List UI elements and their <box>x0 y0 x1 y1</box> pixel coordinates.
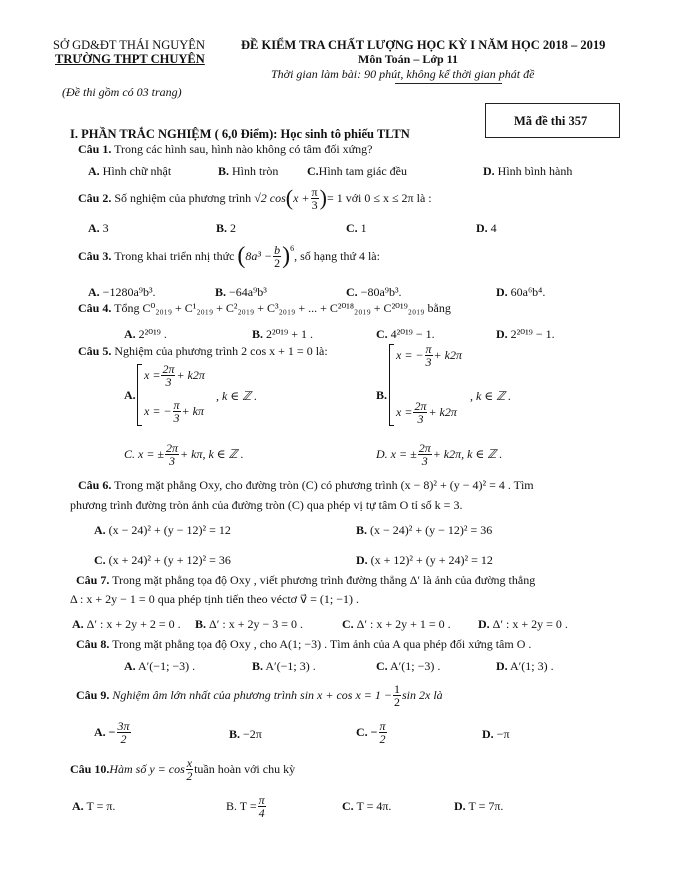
q5-b-line2 <box>396 400 457 425</box>
question-text: Trong mặt phẳng Oxy, cho đường tròn (C) có phương trình (x − 8)² + (y − 4)² = 4 . Tìm <box>114 478 534 492</box>
question-7-cont: Δ : x + 2y − 1 = 0 qua phép tịnh tiến theo véctơ v⃗ = (1; −1) . <box>70 592 359 606</box>
question-text: tuần hoàn với chu kỳ <box>194 761 296 776</box>
fraction-numerator: 2π <box>414 399 427 413</box>
question-text: Tổng C⁰₂₀₁₉ + C¹₂₀₁₉ + C²₂₀₁₉ + C³₂₀₁₉ + ... + C²⁰¹⁸₂₀₁₉ + C²⁰¹⁹₂₀₁₉ bằng <box>114 301 451 315</box>
fraction-numerator: π <box>379 719 386 733</box>
q3-option-b[interactable]: B. −64a⁹b³ <box>215 285 267 299</box>
question-text: Trong các hình sau, hình nào không có tâm đối xứng? <box>114 142 373 156</box>
option-text: A. − <box>94 725 116 739</box>
q2-option-a[interactable]: A. 3 <box>88 221 109 235</box>
fraction-numerator: 2π <box>166 441 179 455</box>
q9-option-a[interactable] <box>94 720 132 745</box>
question-text: Hàm số y = cos <box>109 761 185 776</box>
q8-option-a[interactable]: A. A′(−1; −3) . <box>124 659 196 673</box>
question-text: Nghiệm của phương trình 2 cos x + 1 = 0 là: <box>114 344 328 358</box>
fraction-denominator: 3 <box>425 355 432 369</box>
question-text: Số nghiệm của phương trình <box>114 190 252 205</box>
question-6-cont: phương trình đường tròn ảnh của đường tròn (C) qua phép vị tự tâm O tỉ số k = 3. <box>70 498 463 512</box>
fraction-numerator: b <box>274 242 281 257</box>
question-7 <box>76 573 535 588</box>
q5-a-tail: , k ∈ ℤ . <box>216 389 258 403</box>
exam-title: ĐỀ KIỂM TRA CHẤT LƯỢNG HỌC KỲ I NĂM HỌC 2018 – 2019 <box>241 38 606 52</box>
fraction-numerator: π <box>258 793 265 807</box>
q1-option-c[interactable]: C.Hình tam giác đều <box>307 164 407 178</box>
q4-option-d[interactable]: D. 2²⁰¹⁹ − 1. <box>496 327 555 341</box>
q6-option-b[interactable]: B. (x − 24)² + (y − 12)² = 36 <box>356 523 493 537</box>
subject-line: Môn Toán – Lớp 11 <box>358 52 459 66</box>
question-3: Câu 3. Trong khai triển nhị thức ( 8a³ − $\frac{b}{2}$ ) $^6$ , số hạng thứ 4 là: <box>78 242 380 270</box>
equation-part: D. x = ± <box>376 447 417 461</box>
question-1 <box>78 142 373 157</box>
q1-option-d[interactable]: D. Hình bình hành <box>483 164 573 178</box>
fraction-denominator: 2 <box>393 694 400 709</box>
equation-part: x = <box>144 368 161 382</box>
question-label: Câu 6. <box>78 478 112 492</box>
question-label: Câu 10. <box>70 761 110 776</box>
system-bracket <box>137 364 142 426</box>
q9-option-b[interactable]: B. −2π <box>229 727 262 741</box>
q8-option-c[interactable]: C. A′(1; −3) . <box>376 659 441 673</box>
q10-option-b[interactable] <box>226 794 267 819</box>
q10-option-d[interactable]: D. T = 7π. <box>454 799 504 813</box>
q8-option-d[interactable]: D. A′(1; 3) . <box>496 659 554 673</box>
question-5 <box>78 344 328 359</box>
q7-option-b[interactable]: B. Δ′ : x + 2y − 3 = 0 . <box>195 617 303 631</box>
q5-b-line1 <box>396 343 462 368</box>
q9-option-c[interactable] <box>356 720 388 745</box>
fraction-numerator: π <box>173 398 180 412</box>
section-title: I. PHẦN TRẮC NGHIỆM ( 6,0 Điểm): Học sinh tô phiếu TLTN <box>70 127 410 141</box>
equation-part: x = − <box>144 404 172 418</box>
q7-option-a[interactable]: A. Δ′ : x + 2y + 2 = 0 . <box>72 617 181 631</box>
fraction-numerator: π <box>425 342 432 356</box>
q5-option-d[interactable] <box>376 442 502 467</box>
equation-part: + kπ, k ∈ ℤ . <box>180 447 244 461</box>
q5-b-tail: , k ∈ ℤ . <box>470 389 512 403</box>
question-label: Câu 5. <box>78 344 112 358</box>
q6-option-a[interactable]: A. (x − 24)² + (y − 12)² = 12 <box>94 523 231 537</box>
question-label: Câu 7. <box>76 573 110 587</box>
question-label: Câu 9. <box>76 687 110 702</box>
equation-part: 8a³ − <box>245 248 273 263</box>
question-text: Nghiệm âm lớn nhất của phương trình sin x + cos x = 1 − <box>112 687 392 702</box>
q2-option-b[interactable]: B. 2 <box>216 221 237 235</box>
system-bracket <box>389 344 394 426</box>
pages-note: (Đề thi gồm có 03 trang) <box>62 85 182 99</box>
q8-option-b[interactable]: B. A′(−1; 3) . <box>252 659 316 673</box>
question-2: Câu 2. Số nghiệm của phương trình √2 cos ( x + $\frac{\pi}{3}$ ) = 1 với 0 ≤ x ≤ 2π là : <box>78 184 432 212</box>
equation-part: C. x = ± <box>124 447 165 461</box>
school-name: TRƯỜNG THPT CHUYÊN <box>55 52 205 66</box>
fraction-denominator: 3 <box>173 411 180 425</box>
question-text: Trong mặt phẳng tọa độ Oxy , viết phương trình đường thẳng Δ′ là ảnh của đường thẳng <box>112 573 536 587</box>
question-9 <box>76 680 443 710</box>
q10-option-c[interactable]: C. T = 4π. <box>342 799 392 813</box>
q5-a-line1 <box>144 363 205 388</box>
fraction-denominator: 2 <box>186 768 193 783</box>
q3-option-c[interactable]: C. −80a⁹b³. <box>346 285 402 299</box>
question-4 <box>78 301 451 316</box>
fraction-numerator: 2π <box>162 362 175 376</box>
equation-part: x = − <box>396 348 424 362</box>
question-text: Trong mặt phẳng tọa độ Oxy , cho A(1; −3) . Tìm ảnh của A qua phép đối xứng tâm O . <box>112 637 532 651</box>
fraction-numerator: 2π <box>418 441 431 455</box>
q3-option-d[interactable]: D. 60a⁶b⁴. <box>496 285 546 299</box>
q4-option-b[interactable]: B. 2²⁰¹⁹ + 1 . <box>252 327 313 341</box>
question-text: , số hạng thứ 4 là: <box>294 248 380 263</box>
question-10 <box>70 754 295 784</box>
fraction-denominator: 2 <box>274 255 281 270</box>
fraction-denominator: 3 <box>165 375 172 389</box>
header-rule <box>395 83 502 84</box>
question-text: Trong khai triển nhị thức <box>114 248 235 263</box>
time-note: Thời gian làm bài: 90 phút, không kể thời gian phát đề <box>271 67 535 81</box>
q6-option-d[interactable]: D. (x + 12)² + (y + 24)² = 12 <box>356 553 493 567</box>
fraction-denominator: 2 <box>120 732 127 746</box>
equation-part: + k2π <box>428 405 457 419</box>
fraction-denominator: 2 <box>379 732 386 746</box>
fraction-numerator: x <box>186 755 193 770</box>
exam-code: Mã đề thi 357 <box>514 114 588 128</box>
question-label: Câu 3. <box>78 248 112 263</box>
q3-option-a[interactable]: A. −1280a⁹b³. <box>88 285 156 299</box>
equation-part: x = <box>396 405 413 419</box>
question-6 <box>78 478 534 493</box>
equation-part: x + <box>293 190 310 205</box>
q9-option-d[interactable]: D. −π <box>482 727 510 741</box>
fraction-denominator: 3 <box>421 454 428 468</box>
equation-part: √2 cos <box>254 190 286 205</box>
q5-option-c[interactable] <box>124 442 244 467</box>
fraction-denominator: 4 <box>258 806 265 820</box>
q1-option-a[interactable]: A. Hình chữ nhật <box>88 164 172 178</box>
option-text: C. − <box>356 725 378 739</box>
department-name: SỞ GD&ĐT THÁI NGUYÊN <box>53 38 205 52</box>
exponent: 6 <box>290 243 295 253</box>
q5-option-b[interactable]: B. <box>376 388 388 402</box>
option-text: B. T = <box>226 799 257 813</box>
q5-option-a[interactable]: A. <box>124 388 136 402</box>
fraction-numerator: 3π <box>117 719 130 733</box>
question-label: Câu 2. <box>78 190 112 205</box>
equation-part: + k2π, k ∈ ℤ . <box>432 447 503 461</box>
question-label: Câu 1. <box>78 142 112 156</box>
fraction-denominator: 3 <box>311 197 318 212</box>
equation-part: + kπ <box>181 404 204 418</box>
q4-option-c[interactable]: C. 4²⁰¹⁹ − 1. <box>376 327 435 341</box>
question-label: Câu 4. <box>78 301 112 315</box>
fraction-denominator: 3 <box>169 454 176 468</box>
q2-option-d[interactable]: D. 4 <box>476 221 497 235</box>
q1-option-b[interactable]: B. Hình tròn <box>218 164 279 178</box>
q4-option-a[interactable]: A. 2²⁰¹⁹ . <box>124 327 167 341</box>
q6-option-c[interactable]: C. (x + 24)² + (y + 12)² = 36 <box>94 553 231 567</box>
equation-part: = 1 với 0 ≤ x ≤ 2π là : <box>326 190 432 205</box>
equation-part: + k2π <box>433 348 462 362</box>
question-text: sin 2x là <box>401 687 443 702</box>
q2-option-c[interactable]: C. 1 <box>346 221 367 235</box>
q7-option-c[interactable]: C. Δ′ : x + 2y + 1 = 0 . <box>342 617 451 631</box>
question-label: Câu 8. <box>76 637 110 651</box>
question-8 <box>76 637 531 652</box>
q5-a-line2 <box>144 399 204 424</box>
fraction-numerator: π <box>311 184 318 199</box>
equation-part: + k2π <box>176 368 205 382</box>
q7-option-d[interactable]: D. Δ′ : x + 2y = 0 . <box>478 617 568 631</box>
fraction-denominator: 3 <box>417 412 424 426</box>
q10-option-a[interactable]: A. T = π. <box>72 799 116 813</box>
exam-code-box <box>485 103 620 138</box>
fraction-numerator: 1 <box>393 681 400 696</box>
